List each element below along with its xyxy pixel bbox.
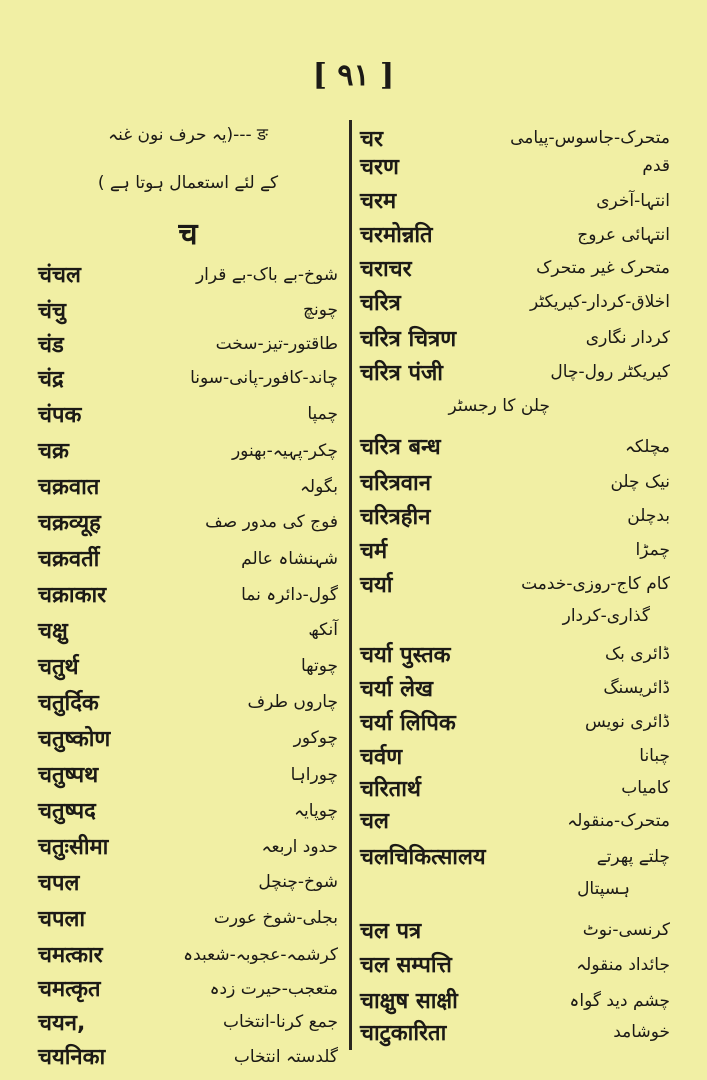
definition: فوج کی مدور صف xyxy=(205,512,338,532)
headword: चरित्र xyxy=(360,291,401,316)
definition: متعجب-حیرت زدہ xyxy=(209,978,338,999)
headword: चयनिका xyxy=(38,1045,106,1070)
headword: चरण xyxy=(360,155,399,180)
headword: चर xyxy=(360,127,383,152)
headword: चक्र xyxy=(38,439,69,464)
definition: آنکھ xyxy=(308,620,338,640)
headword: चरित्र पंजी xyxy=(360,361,443,386)
headword: चक्राकार xyxy=(38,583,107,608)
dictionary-entry xyxy=(38,254,338,294)
headword: चंड xyxy=(38,333,64,358)
dictionary-entry xyxy=(38,754,338,794)
definition: خوشامد xyxy=(613,1022,670,1042)
definition: چوپایہ xyxy=(294,800,338,821)
dictionary-entry xyxy=(360,352,670,392)
definition: انتہائی عروج xyxy=(577,224,670,245)
dictionary-entry xyxy=(38,646,338,686)
definition: شہنشاہ عالم xyxy=(241,548,338,569)
dictionary-entry xyxy=(38,1036,338,1076)
headword: चर्या लेख xyxy=(360,677,433,702)
dictionary-entry xyxy=(360,282,670,322)
headword: चक्षु xyxy=(38,619,68,644)
dictionary-entry xyxy=(38,394,338,434)
definition: ڈائریسنگ xyxy=(603,678,670,698)
definition: کیریکٹر رول-چال xyxy=(550,362,670,382)
headword: चर्वण xyxy=(360,745,403,770)
definition: چوتھا xyxy=(300,656,338,676)
definition: بدچلن xyxy=(627,506,670,526)
definition: متحرک غیر متحرک xyxy=(536,258,670,278)
definition-continuation: ہسپتال xyxy=(577,879,630,899)
page-number: [ ٩١ ] xyxy=(312,58,395,93)
definition: قدم xyxy=(642,156,670,176)
dictionary-entry xyxy=(38,538,338,578)
dictionary-entry xyxy=(360,836,670,876)
headword: चल पत्र xyxy=(360,919,422,944)
column-divider xyxy=(349,120,352,1050)
definition: گلدستہ انتخاب xyxy=(233,1046,338,1067)
definition: متحرک-جاسوس-پیامی xyxy=(510,128,670,148)
definition: بجلی-شوخ عورت xyxy=(213,908,338,928)
headword: चर्म xyxy=(360,539,388,564)
headword: चर्या लिपिक xyxy=(360,711,456,736)
letter-heading: च xyxy=(178,217,198,252)
headword: चर्या xyxy=(360,573,393,598)
headword: चरित्रवान xyxy=(360,471,431,496)
definition: جمع کرنا-انتخاب xyxy=(222,1012,338,1032)
definition: جائداد منقولہ xyxy=(576,954,670,975)
headword: चंचल xyxy=(38,263,81,288)
definition: چونچ xyxy=(303,300,338,320)
dictionary-entry xyxy=(360,800,670,840)
headword: चंपक xyxy=(38,403,82,428)
headword: चतुष्कोण xyxy=(38,727,111,752)
headword: चरित्र चित्रण xyxy=(360,327,457,352)
dictionary-entry xyxy=(38,898,338,938)
dictionary-entry xyxy=(38,358,338,398)
headword: चरितार्थ xyxy=(360,777,421,802)
definition: چمپا xyxy=(307,404,338,424)
definition: چاروں طرف xyxy=(247,692,338,712)
definition: کام کاج-روزی-خدمت xyxy=(521,574,670,594)
dictionary-entry xyxy=(360,426,670,466)
headword: चक्रव्यूह xyxy=(38,511,101,536)
definition: کرشمہ-عجوبہ-شعبدہ xyxy=(183,944,338,965)
definition: چوکور xyxy=(293,728,338,748)
definition: شوخ-بے باک-بے قرار xyxy=(195,264,338,285)
headword: चमत्कार xyxy=(38,943,103,968)
definition: چمڑا xyxy=(635,540,670,560)
dictionary-entry xyxy=(38,466,338,506)
definition: چکر-پہیہ-بھنور xyxy=(231,440,338,461)
note-line: کے لئے استعمال ہوتا ہے ) xyxy=(97,173,279,193)
note-line: ङ ---(یہ حرف نون غنہ xyxy=(108,125,268,145)
dictionary-entry xyxy=(360,1012,670,1052)
headword: चपला xyxy=(38,907,86,932)
headword: चमत्कृत xyxy=(38,977,101,1002)
definition: چبانا xyxy=(639,746,670,766)
definition: شوخ-چنچل xyxy=(258,872,338,892)
headword: चतुर्दिक xyxy=(38,691,99,716)
dictionary-entry xyxy=(360,564,670,604)
dictionary-entry xyxy=(38,610,338,650)
dictionary-entry xyxy=(38,574,338,614)
headword: चाक्षुष साक्षी xyxy=(360,989,458,1014)
headword: चपल xyxy=(38,871,80,896)
headword: चंद्र xyxy=(38,367,64,392)
definition: چاند-کافور-پانی-سونا xyxy=(190,368,338,388)
definition: کامیاب xyxy=(621,778,670,798)
headword: चक्रवात xyxy=(38,475,100,500)
definition: بگولہ xyxy=(299,476,338,497)
dictionary-entry xyxy=(38,862,338,902)
headword: चतुष्पद xyxy=(38,799,96,824)
definition: متحرک-منقولہ xyxy=(567,810,670,831)
definition: چشم دید گواہ xyxy=(569,990,670,1011)
definition: کرنسی-نوٹ xyxy=(582,920,670,940)
definition: گول-دائرہ نما xyxy=(241,584,338,605)
headword: चराचर xyxy=(360,257,412,282)
headword: चतुष्पथ xyxy=(38,763,99,788)
dictionary-entry xyxy=(38,790,338,830)
headword: चरम xyxy=(360,189,397,214)
definition-continuation: گذاری-کردار xyxy=(562,606,650,626)
definition: اخلاق-کردار-کیریکٹر xyxy=(529,292,670,312)
headword: चतुर्थ xyxy=(38,655,79,680)
headword: चलचिकित्सालय xyxy=(360,845,486,870)
definition: چوراہا xyxy=(290,764,338,785)
dictionary-entry xyxy=(38,826,338,866)
definition: مچلکہ xyxy=(624,436,670,457)
definition: کردار نگاری xyxy=(585,328,670,348)
headword: चरित्र बन्ध xyxy=(360,435,441,460)
definition: نیک چلن xyxy=(610,472,670,492)
dictionary-entry xyxy=(38,718,338,758)
dictionary-entry xyxy=(38,682,338,722)
definition: ڈائری نویس xyxy=(584,712,670,732)
headword: चल xyxy=(360,809,389,834)
headword: चतुःसीमा xyxy=(38,835,109,860)
definition: حدود اربعہ xyxy=(261,836,338,857)
headword: चरित्रहीन xyxy=(360,505,431,530)
definition-continuation: چلن کا رجسٹر xyxy=(448,396,550,416)
headword: चल सम्पत्ति xyxy=(360,953,452,978)
definition: انتہا-آخری xyxy=(596,190,670,211)
definition: طاقتور-تیز-سخت xyxy=(215,334,338,354)
dictionary-entry xyxy=(38,502,338,542)
headword: चंचु xyxy=(38,299,66,324)
headword: चक्रवर्ती xyxy=(38,547,100,572)
headword: चाटुकारिता xyxy=(360,1021,447,1046)
definition: چلتے پھرتے xyxy=(596,846,670,867)
definition: ڈائری بک xyxy=(604,644,670,664)
headword: चरमोन्नति xyxy=(360,223,433,248)
headword: चयन, xyxy=(38,1011,86,1036)
headword: चर्या पुस्तक xyxy=(360,643,451,668)
dictionary-entry xyxy=(360,944,670,984)
dictionary-entry xyxy=(38,430,338,470)
